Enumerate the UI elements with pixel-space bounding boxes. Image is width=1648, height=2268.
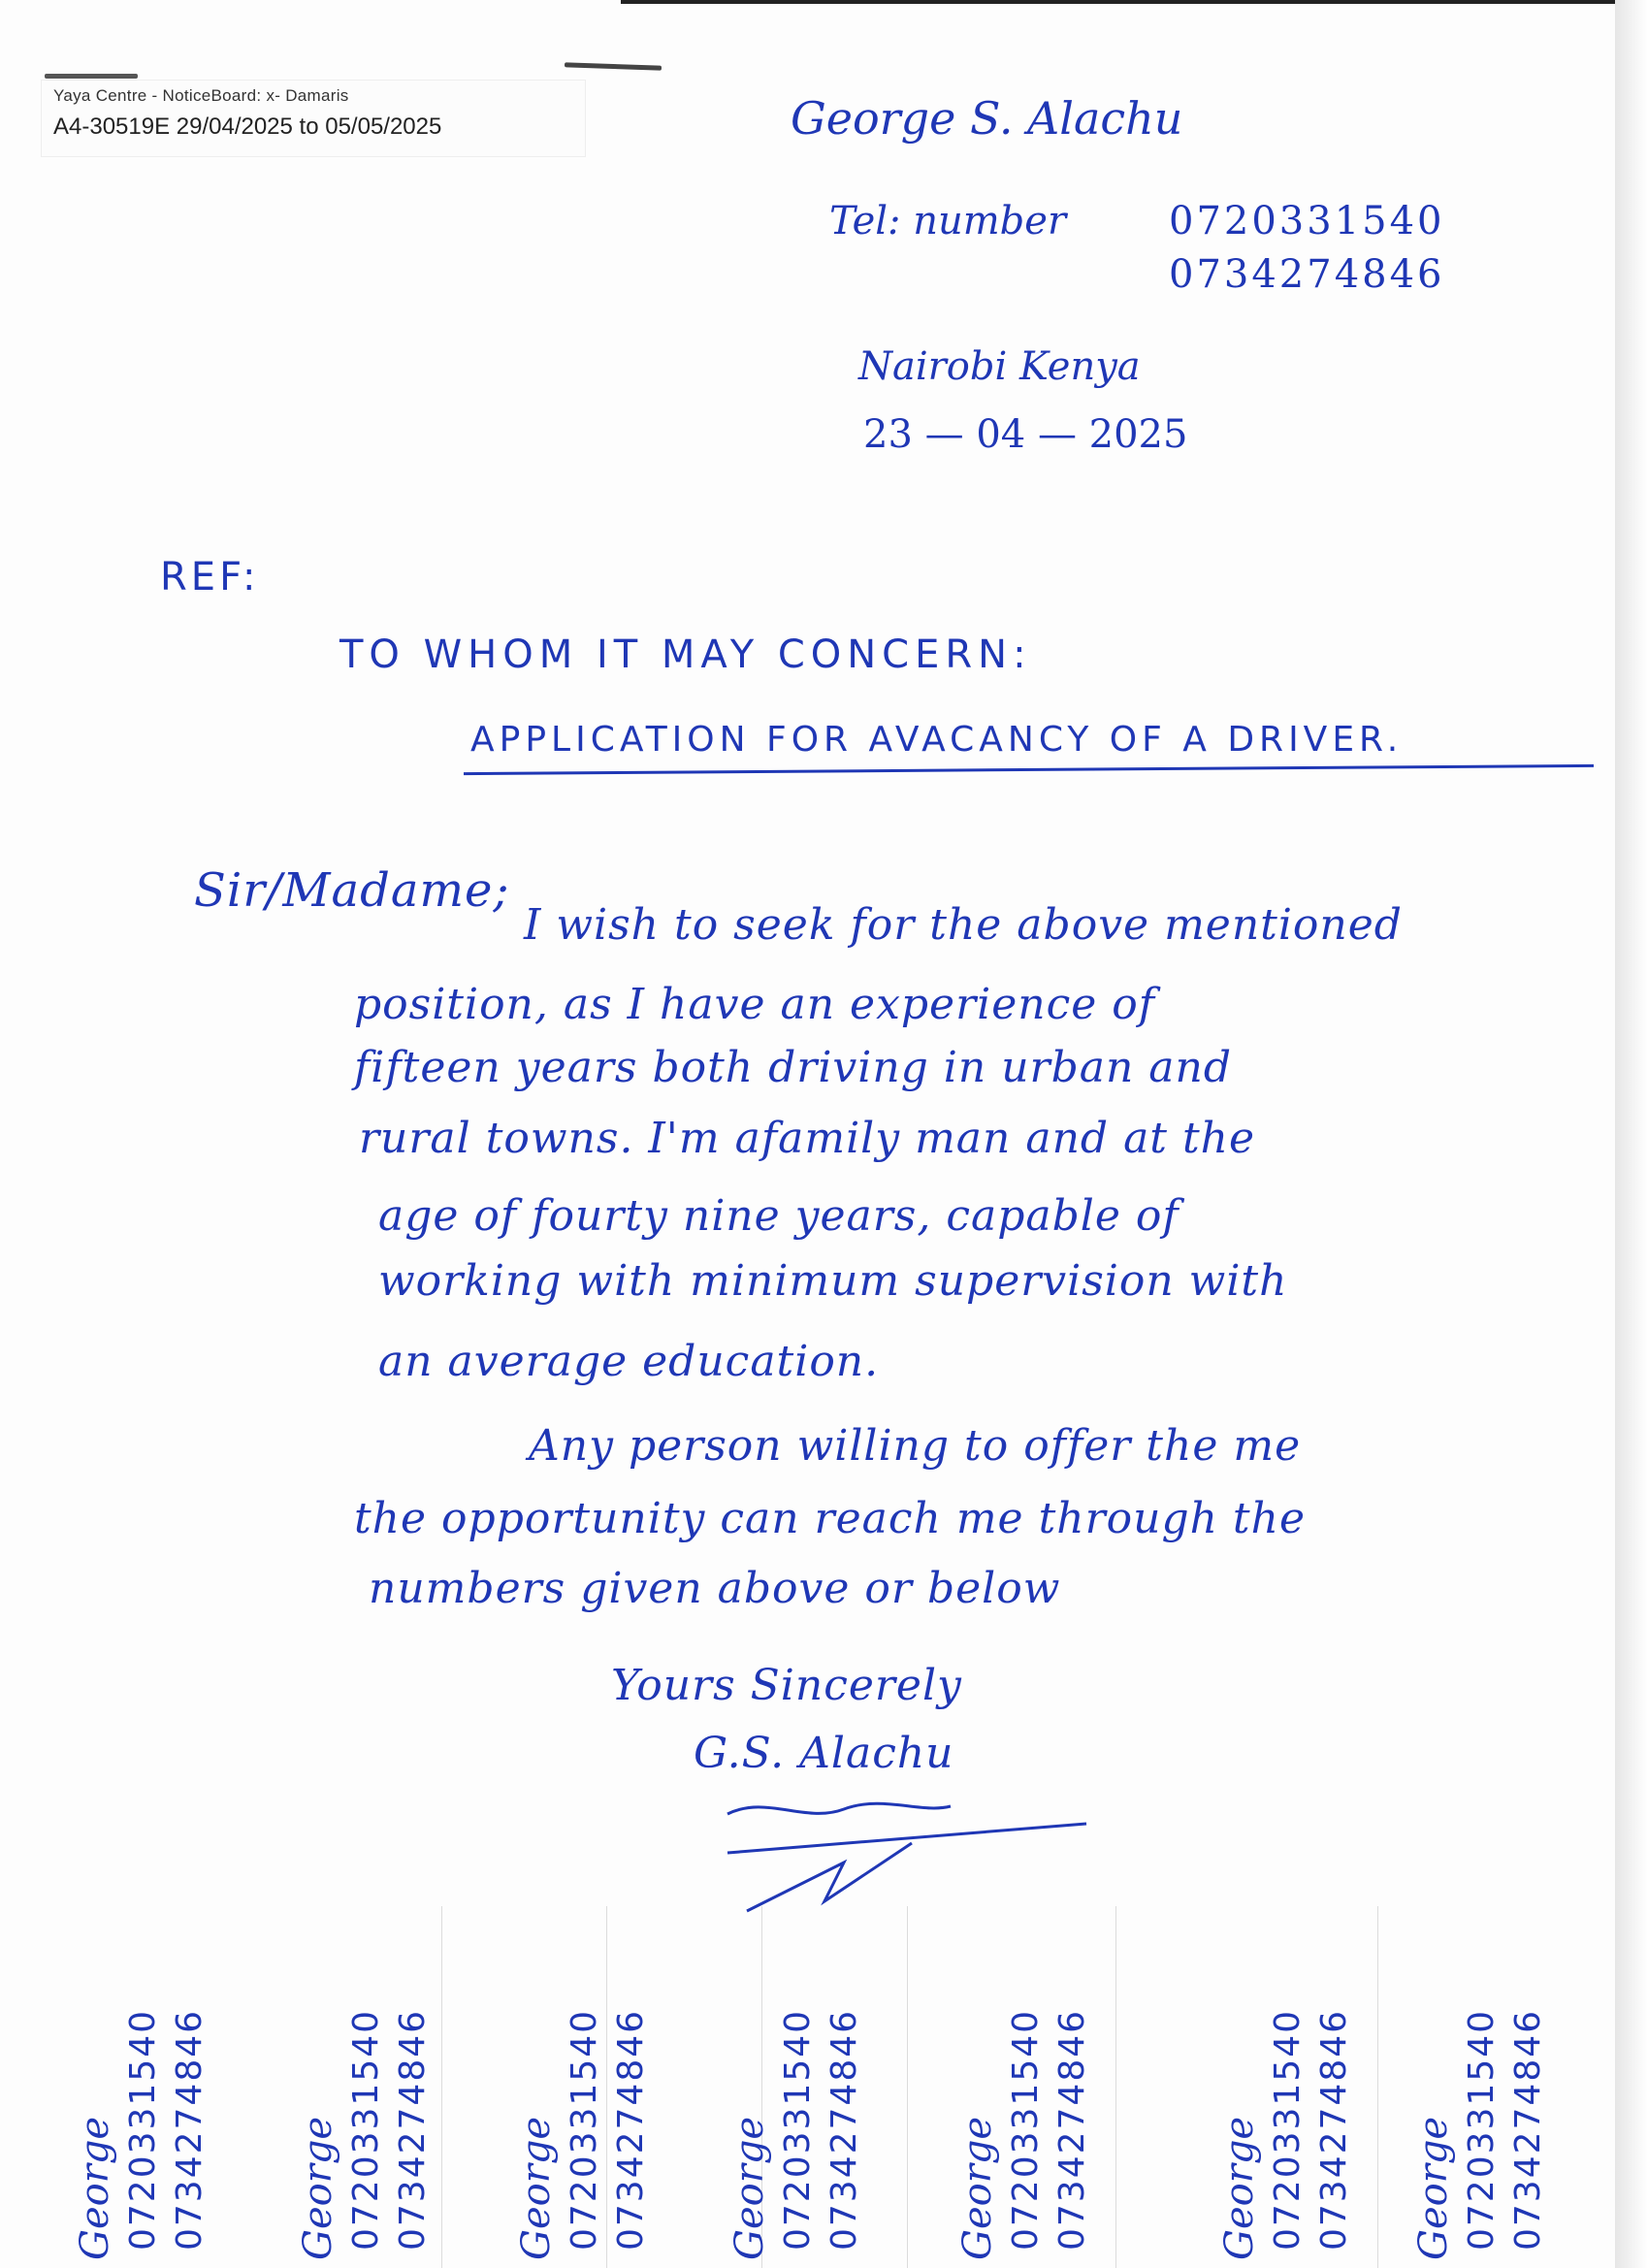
- tab-name: George: [514, 2116, 559, 2260]
- tape-mark-left: [45, 74, 138, 79]
- label-board-info: Yaya Centre - NoticeBoard: x- Damaris: [53, 86, 349, 105]
- body-line: an average education.: [378, 1337, 880, 1386]
- body-line: the opportunity can reach me through the: [354, 1494, 1306, 1543]
- body-line: position, as I have an experience of: [354, 980, 1156, 1029]
- tab-phone-1: 0720331540: [123, 2008, 163, 2251]
- body-line: age of fourty nine years, capable of: [378, 1191, 1179, 1241]
- ref-label: REF:: [160, 555, 260, 599]
- tear-off-tab[interactable]: [926, 1940, 1147, 2268]
- body-line: rural towns. I'm afamily man and at the: [359, 1114, 1256, 1163]
- tab-phone-2: 0734274846: [1314, 2008, 1354, 2251]
- subject-line: APPLICATION FOR AVACANCY OF A DRIVER.: [470, 720, 1404, 760]
- tab-phone-1: 0720331540: [346, 2008, 386, 2251]
- salutation: Sir/Madame;: [194, 863, 510, 918]
- sender-location: Nairobi Kenya: [858, 344, 1141, 389]
- tab-phone-2: 0734274846: [824, 2008, 864, 2251]
- closing: Yours Sincerely: [611, 1661, 962, 1710]
- label-ad-reference: A4-30519E 29/04/2025 to 05/05/2025: [53, 113, 442, 140]
- tab-name: George: [296, 2116, 340, 2260]
- signature-name: G.S. Alachu: [694, 1729, 954, 1778]
- body-line: numbers given above or below: [369, 1564, 1061, 1613]
- tear-off-tab[interactable]: [1188, 1940, 1409, 2268]
- top-edge-strip: [621, 0, 1615, 4]
- sender-name: George S. Alachu: [791, 92, 1183, 145]
- tab-name: George: [955, 2116, 1000, 2260]
- page-edge-shadow: [1615, 0, 1648, 2268]
- tab-phone-1: 0720331540: [1268, 2008, 1308, 2251]
- notice-board-label: [41, 80, 586, 157]
- tab-name: George: [1217, 2116, 1262, 2260]
- tab-name: George: [1411, 2116, 1456, 2260]
- tear-off-tab[interactable]: [44, 1940, 265, 2268]
- handwritten-signature: [708, 1785, 1115, 1930]
- body-line: I wish to seek for the above mentioned: [524, 900, 1403, 950]
- tab-phone-1: 0720331540: [778, 2008, 818, 2251]
- tel-label: Tel: number: [829, 199, 1067, 243]
- tab-phone-1: 0720331540: [1006, 2008, 1046, 2251]
- tab-phone-2: 0734274846: [611, 2008, 651, 2251]
- tab-phone-2: 0734274846: [1052, 2008, 1092, 2251]
- addressee-line: TO WHOM IT MAY CONCERN:: [339, 632, 1032, 677]
- sender-phone-2: 0734274846: [1169, 252, 1445, 297]
- tear-off-tab[interactable]: [485, 1940, 706, 2268]
- sender-phone-1: 0720331540: [1169, 199, 1445, 243]
- tear-off-tab[interactable]: [267, 1940, 488, 2268]
- body-line: fifteen years both driving in urban and: [354, 1043, 1233, 1092]
- tab-name: George: [73, 2116, 117, 2260]
- letter-date: 23 — 04 — 2025: [863, 412, 1188, 457]
- body-line: working with minimum supervision with: [378, 1256, 1288, 1306]
- tab-phone-1: 0720331540: [1462, 2008, 1502, 2251]
- tab-name: George: [727, 2116, 772, 2260]
- tab-phone-1: 0720331540: [565, 2008, 604, 2251]
- tab-phone-2: 0734274846: [170, 2008, 210, 2251]
- body-line: Any person willing to offer the me: [529, 1421, 1302, 1471]
- tab-phone-2: 0734274846: [393, 2008, 433, 2251]
- tear-off-tab[interactable]: [1382, 1940, 1603, 2268]
- tab-phone-2: 0734274846: [1508, 2008, 1548, 2251]
- tear-off-tab[interactable]: [698, 1940, 920, 2268]
